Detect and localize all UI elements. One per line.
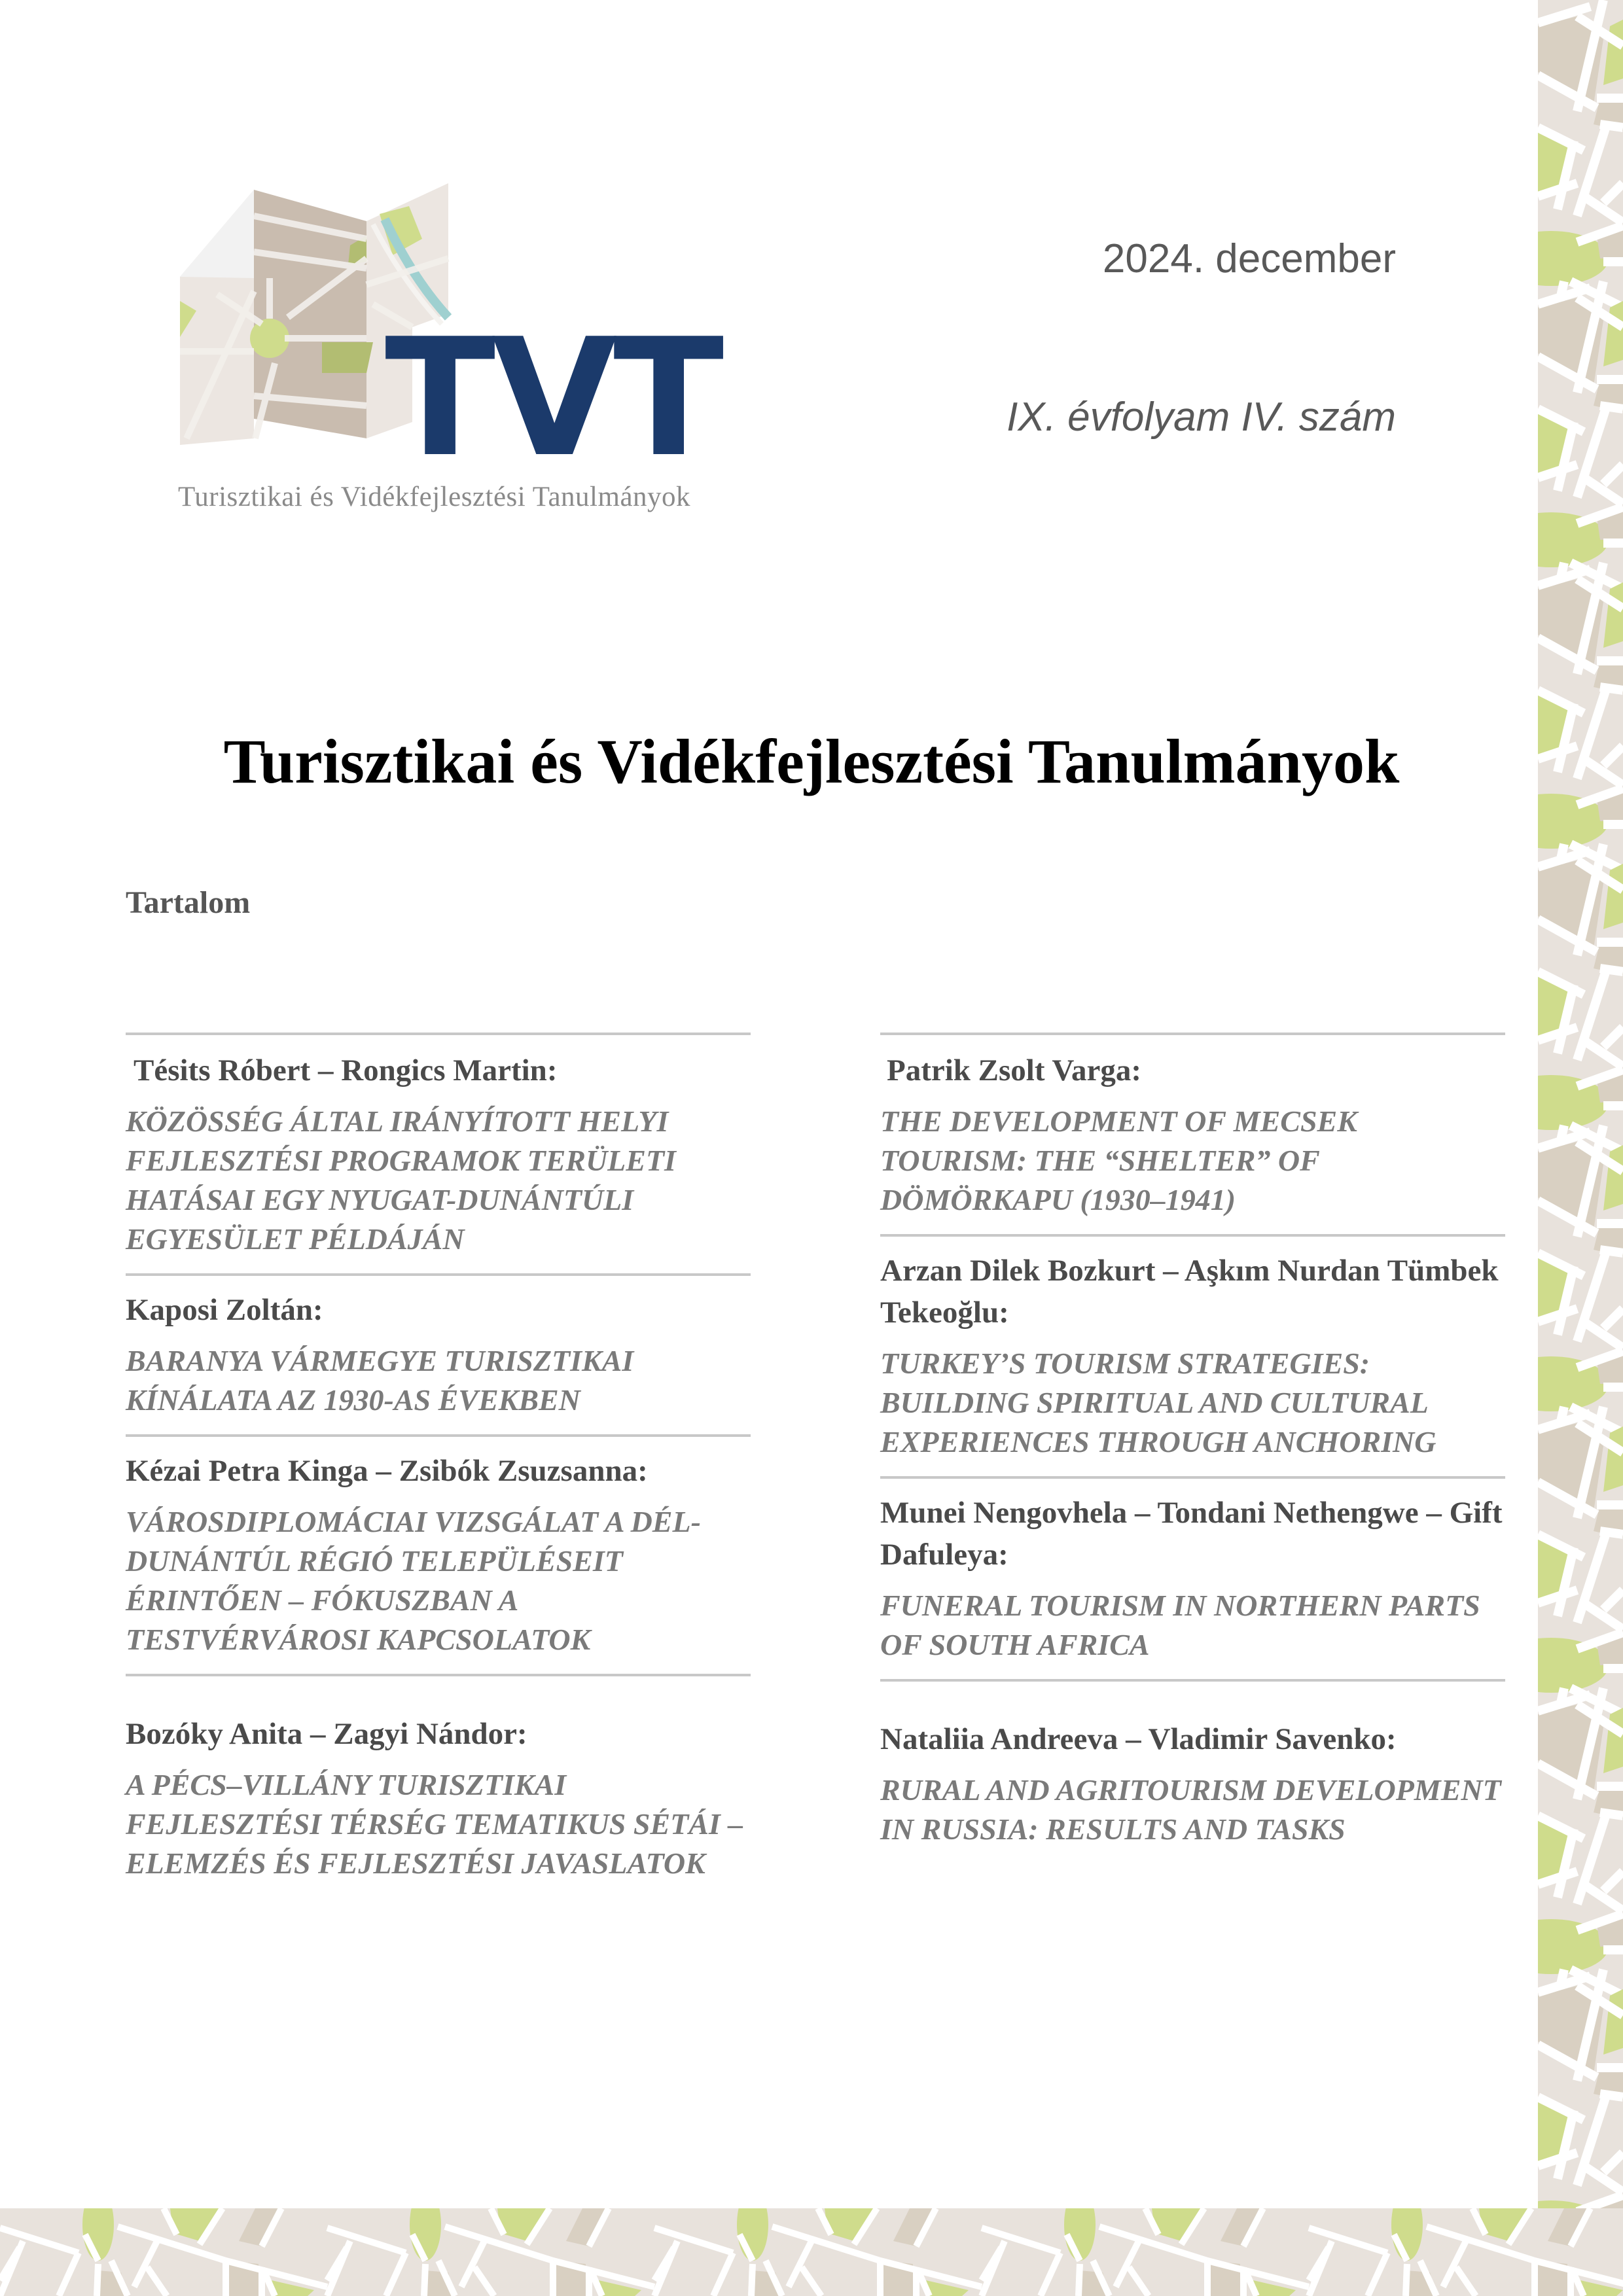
toc-entry-title[interactable]: VÁROSDIPLOMÁCIAI VIZSGÁLAT A DÉL-DUNÁNTÚL RÉGIÓ TELEPÜLÉSEIT ÉRINTŐEN – FÓKUSZBAN A TESTVÉRVÁROSI KAPCSOLATOK: [126, 1505, 701, 1656]
issue-volume: IX. évfolyam IV. szám: [1007, 395, 1396, 440]
toc-column-right: [880, 1033, 1505, 1849]
toc-entry[interactable]: [880, 1682, 1505, 1849]
journal-title: Turisztikai és Vidékfejlesztési Tanulmányok: [223, 726, 1400, 796]
toc-entry-title[interactable]: A PÉCS–VILLÁNY TURISZTIKAI FEJLESZTÉSI TÉRSÉG TEMATIKUS SÉTÁI – ELEMZÉS ÉS FEJLESZTÉSI JAVASLATOK: [126, 1768, 743, 1880]
toc-entry[interactable]: [126, 1437, 751, 1674]
logo-subtitle: Turisztikai és Vidékfejlesztési Tanulmányok: [178, 482, 691, 512]
toc-entry[interactable]: [126, 1035, 751, 1273]
toc-entry-author: Patrik Zsolt Varga:: [887, 1053, 1142, 1087]
toc-entry-author: Bozóky Anita – Zagyi Nándor:: [126, 1717, 527, 1751]
toc-entry[interactable]: [126, 1276, 751, 1434]
map-border-bottom: [0, 2208, 1623, 2296]
logo-mark: TVT: [385, 304, 721, 493]
toc-entry-author: Kaposi Zoltán:: [126, 1293, 323, 1327]
toc-entry[interactable]: [126, 1676, 751, 1883]
toc-entry-title[interactable]: KÖZÖSSÉG ÁLTAL IRÁNYÍTOTT HELYI FEJLESZTÉSI PROGRAMOK TERÜLETI HATÁSAI EGY NYUGAT-DUNÁNTÚLI EGYESÜLET PÉLDÁJÁN: [126, 1104, 676, 1256]
toc-entry-title[interactable]: THE DEVELOPMENT OF MECSEK TOURISM: THE “SHELTER” OF DÖMÖRKAPU (1930–1941): [880, 1104, 1357, 1216]
toc-column-left: [126, 1033, 751, 1883]
toc-entry-title[interactable]: FUNERAL TOURISM IN NORTHERN PARTS OF SOUTH AFRICA: [880, 1589, 1480, 1661]
toc-entry-author: Kézai Petra Kinga – Zsibók Zsuzsanna:: [126, 1454, 648, 1488]
toc-entry[interactable]: [880, 1479, 1505, 1679]
map-border-right: [1538, 0, 1623, 2296]
toc-entry-author: Arzan Dilek Bozkurt – Aşkım Nurdan Tümbek Tekeoğlu:: [880, 1254, 1499, 1330]
toc-entry[interactable]: [880, 1237, 1505, 1476]
toc-entry[interactable]: [880, 1035, 1505, 1234]
toc-heading: Tartalom: [126, 885, 251, 920]
toc-entry-author: Tésits Róbert – Rongics Martin:: [134, 1053, 558, 1087]
issue-date: 2024. december: [1102, 236, 1396, 281]
map-pattern-icon: [0, 2208, 1623, 2296]
toc-entry-title[interactable]: TURKEY’S TOURISM STRATEGIES: BUILDING SPIRITUAL AND CULTURAL EXPERIENCES THROUGH ANCHORING: [880, 1347, 1436, 1458]
toc-entry-author: Nataliia Andreeva – Vladimir Savenko:: [880, 1722, 1397, 1756]
map-pattern-icon: [1538, 0, 1623, 2296]
toc-entry-title[interactable]: RURAL AND AGRITOURISM DEVELOPMENT IN RUSSIA: RESULTS AND TASKS: [880, 1773, 1501, 1846]
toc-entry-title[interactable]: BARANYA VÁRMEGYE TURISZTIKAI KÍNÁLATA AZ 1930-AS ÉVEKBEN: [126, 1344, 634, 1417]
journal-logo: [177, 180, 721, 520]
toc-entry-author: Munei Nengovhela – Tondani Nethengwe – Gift Dafuleya:: [880, 1496, 1503, 1572]
